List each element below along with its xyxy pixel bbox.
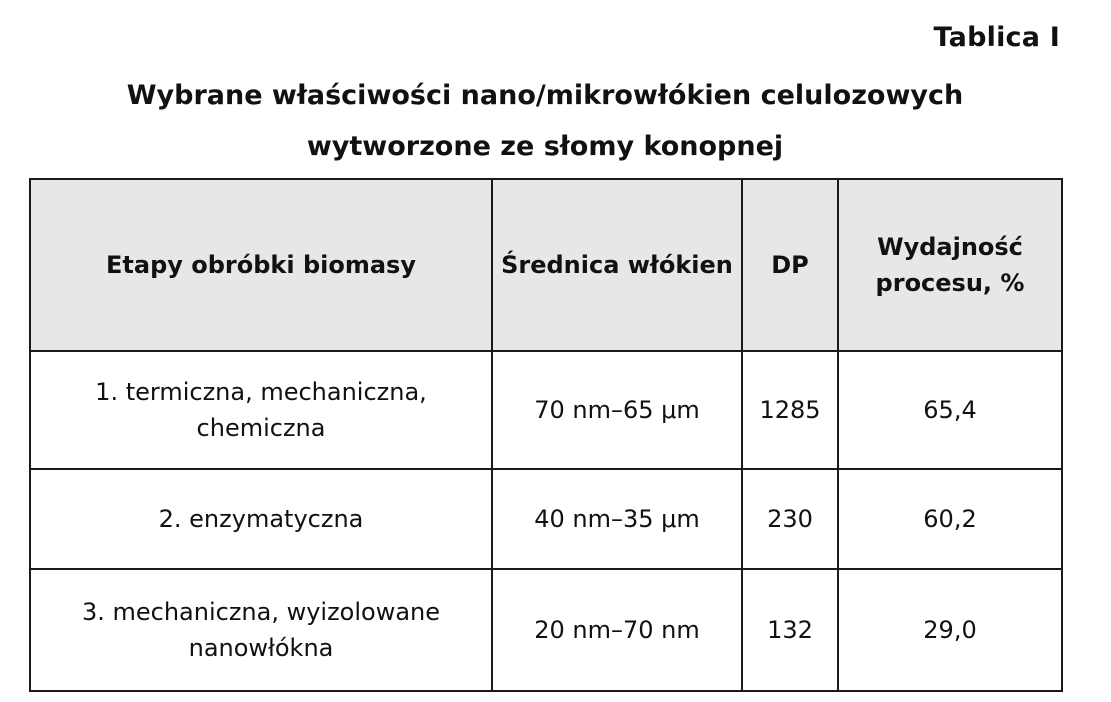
cell-stage-line-2: nanowłókna: [188, 634, 334, 662]
header-stage: Etapy obróbki biomasy: [30, 179, 492, 351]
table-row: [30, 469, 1062, 569]
header-yield-line-2: procesu, %: [875, 269, 1025, 297]
cell-stage-line-2: chemiczna: [196, 414, 326, 442]
cell-dp: 1285: [742, 351, 838, 469]
table-row: [30, 569, 1062, 691]
cell-stage: [30, 469, 492, 569]
header-yield-line-1: Wydajność: [877, 233, 1023, 261]
cell-stage: [30, 569, 492, 691]
cell-stage: [30, 351, 492, 469]
table-number-label: Tablica I: [933, 22, 1060, 53]
cell-stage-line-1: 2. enzymatyczna: [158, 505, 364, 533]
properties-table: [29, 178, 1063, 692]
cell-stage-line-1: 1. termiczna, mechaniczna,: [95, 378, 427, 406]
header-yield: [838, 179, 1062, 351]
cell-yield: 60,2: [838, 469, 1062, 569]
header-dp: DP: [742, 179, 838, 351]
table-header-row: [30, 179, 1062, 351]
cell-yield: 65,4: [838, 351, 1062, 469]
cell-yield: 29,0: [838, 569, 1062, 691]
cell-stage-line-1: 3. mechaniczna, wyizolowane: [81, 598, 441, 626]
cell-diameter: 40 nm–35 μm: [492, 469, 742, 569]
table-caption: [30, 70, 1060, 172]
cell-dp: 230: [742, 469, 838, 569]
caption-line-1: Wybrane właściwości nano/mikrowłókien celulozowych: [126, 80, 964, 111]
cell-dp: 132: [742, 569, 838, 691]
table-row: [30, 351, 1062, 469]
cell-diameter: 70 nm–65 μm: [492, 351, 742, 469]
cell-diameter: 20 nm–70 nm: [492, 569, 742, 691]
caption-line-2: wytworzone ze słomy konopnej: [306, 131, 784, 162]
header-diameter: Średnica włókien: [492, 179, 742, 351]
